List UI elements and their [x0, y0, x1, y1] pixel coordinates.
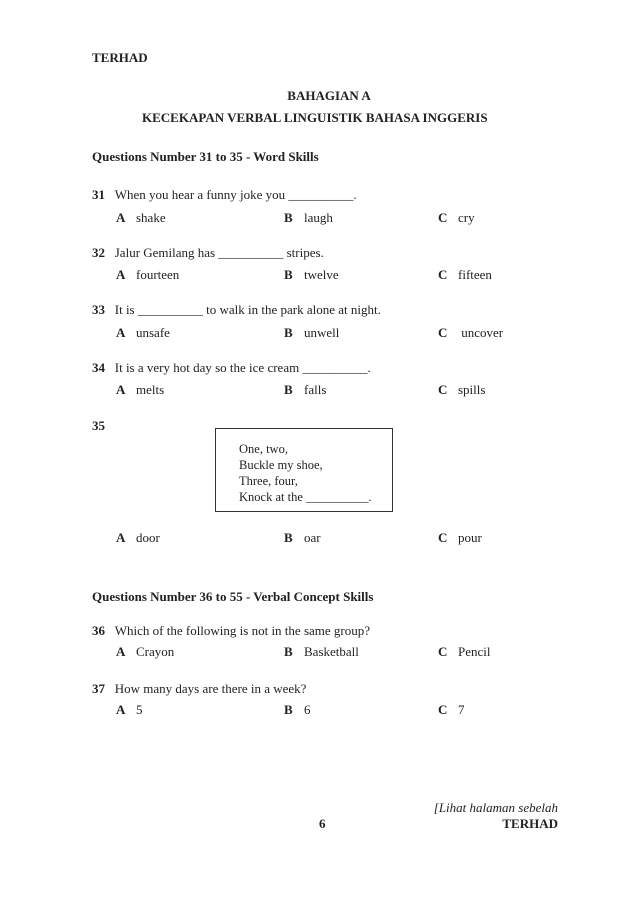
- question-text: It is __________ to walk in the park alone at night.: [114, 302, 381, 317]
- section-title: BAHAGIAN A: [287, 88, 371, 103]
- question-text: Jalur Gemilang has __________ stripes.: [114, 245, 324, 260]
- option-c[interactable]: C pour: [438, 530, 482, 545]
- header-classification: TERHAD: [92, 50, 148, 65]
- option-a[interactable]: A door: [116, 530, 160, 545]
- option-b[interactable]: B falls: [284, 382, 327, 397]
- poem-line: Knock at the __________.: [239, 490, 372, 504]
- page-number: 6: [319, 816, 326, 831]
- group-heading-verbal-concept: Questions Number 36 to 55 - Verbal Concept Skills: [92, 589, 374, 604]
- next-page-note: [Lihat halaman sebelah: [433, 800, 558, 815]
- option-a[interactable]: A shake: [116, 210, 166, 225]
- option-c[interactable]: C Pencil: [438, 644, 491, 659]
- option-c[interactable]: C uncover: [438, 325, 504, 340]
- option-b[interactable]: B twelve: [284, 267, 339, 282]
- footer-classification: TERHAD: [502, 816, 558, 831]
- question-36: [92, 623, 370, 639]
- question-number: 33: [92, 302, 105, 317]
- question-number: 31: [92, 187, 105, 202]
- poem-line: Buckle my shoe,: [239, 458, 323, 472]
- question-text: How many days are there in a week?: [114, 681, 307, 696]
- question-number: 36: [92, 623, 105, 638]
- question-31: [92, 187, 357, 203]
- question-number: 32: [92, 245, 105, 260]
- option-b[interactable]: B 6: [284, 702, 311, 717]
- option-c[interactable]: C fifteen: [438, 267, 492, 282]
- group-heading-word-skills: Questions Number 31 to 35 - Word Skills: [92, 149, 319, 164]
- option-a[interactable]: A unsafe: [116, 325, 170, 340]
- question-number: 34: [92, 360, 105, 375]
- option-b[interactable]: B unwell: [284, 325, 340, 340]
- option-a[interactable]: A melts: [116, 382, 165, 397]
- section-subtitle: KECEKAPAN VERBAL LINGUISTIK BAHASA INGGERIS: [142, 110, 488, 125]
- question-35-number: 35: [92, 418, 105, 433]
- question-33: [92, 302, 381, 318]
- option-a[interactable]: A fourteen: [116, 267, 180, 282]
- option-a[interactable]: A Crayon: [116, 644, 175, 659]
- question-number: 37: [92, 681, 105, 696]
- option-c[interactable]: C 7: [438, 702, 465, 717]
- question-text: It is a very hot day so the ice cream __________.: [114, 360, 371, 375]
- option-b[interactable]: B oar: [284, 530, 321, 545]
- question-32: [92, 245, 324, 261]
- option-b[interactable]: B Basketball: [284, 644, 359, 659]
- option-a[interactable]: A 5: [116, 702, 143, 717]
- question-37: [92, 681, 306, 697]
- question-text: When you hear a funny joke you __________.: [114, 187, 357, 202]
- question-text: Which of the following is not in the same group?: [114, 623, 371, 638]
- option-b[interactable]: B laugh: [284, 210, 333, 225]
- question-34: [92, 360, 371, 376]
- option-c[interactable]: C cry: [438, 210, 475, 225]
- poem-line: Three, four,: [239, 474, 298, 488]
- poem-line: One, two,: [239, 442, 288, 456]
- poem-box: [215, 428, 393, 512]
- option-c[interactable]: C spills: [438, 382, 486, 397]
